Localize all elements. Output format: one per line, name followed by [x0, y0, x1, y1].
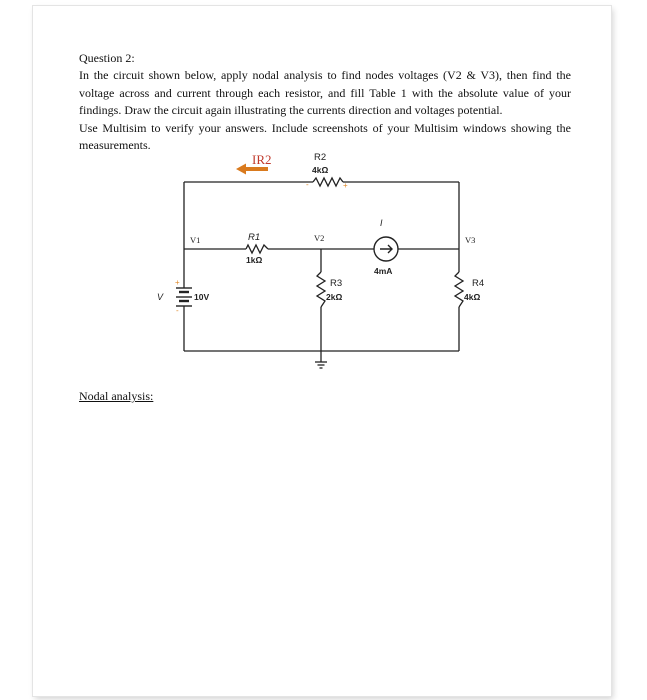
r1-name: R1 [248, 232, 261, 243]
source-minus: - [176, 306, 179, 315]
ground-icon [315, 362, 327, 368]
r4-name: R4 [472, 278, 485, 289]
node-v3-label: V3 [465, 235, 476, 245]
r2-minus: - [306, 180, 309, 189]
question-title: Question 2: [79, 51, 135, 65]
node-v2-label: V2 [314, 233, 325, 243]
source-plus: + [175, 278, 180, 287]
r1-resistor [246, 245, 268, 253]
source-name: V [157, 292, 164, 302]
nodal-analysis-heading: Nodal analysis: [79, 389, 154, 403]
r3-name: R3 [330, 278, 343, 289]
current-source-name: I [380, 218, 383, 228]
r4-value: 4kΩ [464, 292, 481, 302]
current-source-icon [374, 237, 398, 261]
r3-value: 2kΩ [326, 292, 343, 302]
current-source-value: 4mA [374, 266, 393, 276]
question-paragraph-1: In the circuit shown below, apply nodal analysis to find nodes voltages (V2 & V3), then find the voltage across and current through each resistor, and fill Table 1 with the absolute value of your findings. Draw the circuit again illustrating the currents direction and voltages potential. [79, 68, 571, 117]
r1-value: 1kΩ [246, 255, 263, 265]
battery-icon [176, 288, 192, 306]
source-value: 10V [194, 292, 210, 302]
question-paragraph-2: Use Multisim to verify your answers. Include screenshots of your Multisim windows showing the measurements. [79, 120, 571, 152]
r2-plus: + [343, 181, 348, 190]
r2-resistor [313, 178, 343, 186]
r2-value: 4kΩ [312, 165, 329, 175]
node-v1-label: V1 [190, 235, 201, 245]
r2-name: R2 [314, 152, 327, 163]
r4-resistor [455, 272, 463, 307]
ir2-label: IR2 [252, 152, 272, 167]
r3-resistor [317, 272, 325, 307]
